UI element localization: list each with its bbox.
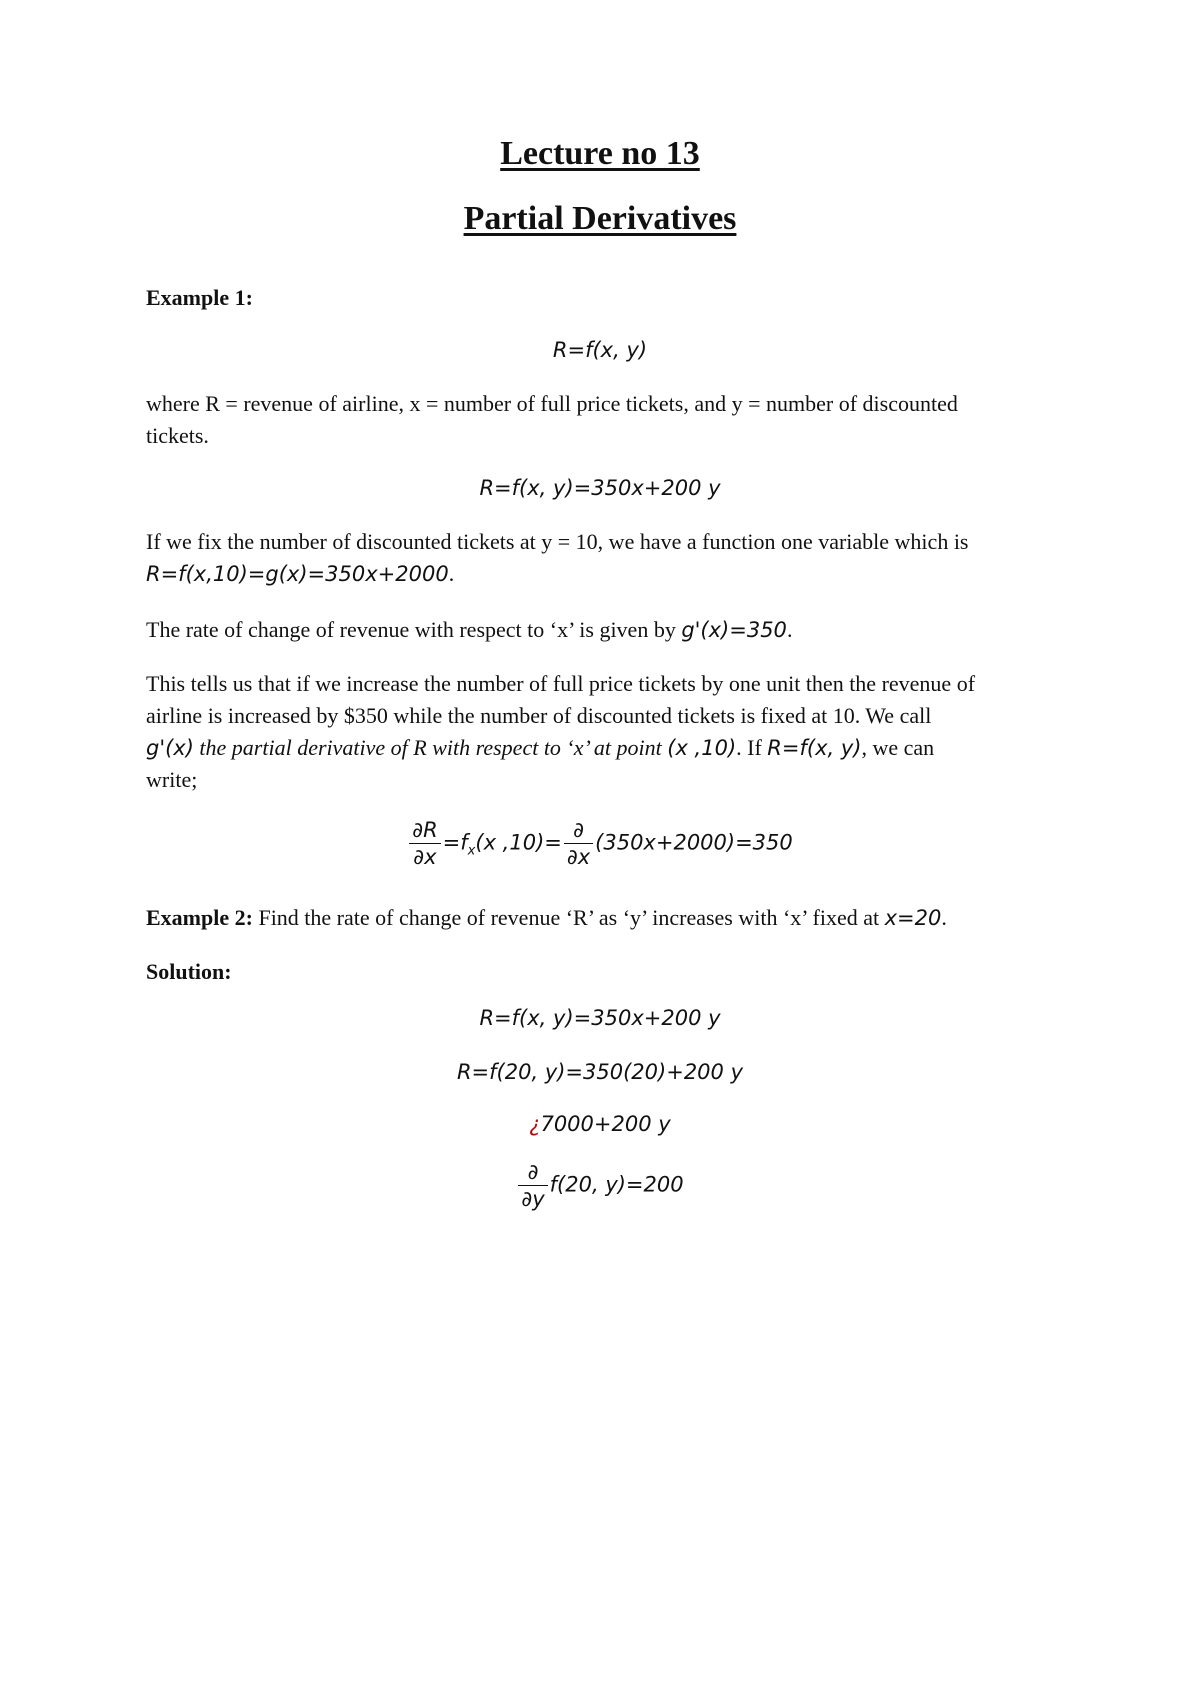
partial-rhs: (350x+2000)=350 — [595, 830, 793, 855]
fraction-numerator: ∂ — [518, 1160, 547, 1186]
tells-line-1: This tells us that if we increase the number of full price tickets by one unit then the revenue of — [146, 671, 976, 696]
example2-question: Find the rate of change of revenue ‘R’ as ‘y’ increases with ‘x’ fixed at — [252, 905, 885, 930]
example2-question-eq: x=20 — [884, 906, 942, 930]
topic-title: Partial Derivatives — [463, 200, 737, 237]
call-end: , we can — [861, 735, 935, 760]
fraction-dR-dx — [409, 818, 440, 869]
where-line-1: where R = revenue of airline, x = number of full price tickets, and y = number of discounted — [146, 391, 958, 416]
fraction-numerator: ∂ — [564, 818, 593, 844]
fraction-d-dy — [518, 1160, 547, 1211]
fix-equation: R=f(x,10)=g(x)=350x+2000 — [146, 562, 449, 586]
call-g-prime: g'(x) — [146, 736, 194, 760]
partial-args: (x ,10)= — [475, 830, 562, 855]
where-paragraph — [146, 388, 1066, 452]
partial-subscript: x — [467, 843, 476, 859]
partial-mid: =f — [442, 830, 468, 855]
equation-partial-derivative — [0, 818, 1200, 869]
fraction-denominator: ∂y — [521, 1187, 545, 1211]
fix-line-1: If we fix the number of discounted tickets at y = 10, we have a function one variable which is — [146, 529, 969, 554]
fix-paragraph — [146, 526, 1066, 590]
solution-equation-4-rhs: f(20, y)=200 — [549, 1172, 684, 1197]
rate-text: The rate of change of revenue with respect to ‘x’ is given by — [146, 617, 676, 642]
fraction-denominator: ∂x — [413, 845, 437, 869]
rate-end: . — [786, 617, 793, 642]
write-line: write; — [146, 767, 198, 792]
call-if: . If — [736, 735, 768, 760]
fix-end: . — [448, 561, 455, 586]
example1-label — [146, 282, 1066, 314]
example2-question-end: . — [941, 905, 947, 930]
example2-paragraph — [146, 902, 1066, 934]
fix-line-2 — [146, 558, 1066, 590]
example1-label-text: Example 1: — [146, 285, 253, 310]
where-line-2: tickets. — [146, 423, 209, 448]
solution-label-text: Solution: — [146, 959, 232, 984]
fraction-numerator: ∂R — [409, 818, 440, 844]
solution-equation-2: R=f(20, y)=350(20)+200 y — [456, 1060, 744, 1084]
call-italic-text: the partial derivative of R with respect to ‘x’ at point — [193, 735, 668, 760]
solution-equation-1: R=f(x, y)=350x+200 y — [479, 1006, 721, 1030]
rate-paragraph — [146, 614, 1066, 646]
solution-equation-4 — [0, 1160, 1200, 1211]
solution-equation-3-text: 7000+200 y — [540, 1112, 671, 1136]
example2-label: Example 2: — [146, 905, 253, 930]
call-point: (x ,10) — [667, 736, 737, 760]
lecture-title: Lecture no 13 — [500, 135, 700, 172]
call-equation: R=f(x, y) — [767, 736, 862, 760]
rate-equation: g'(x)=350 — [681, 618, 787, 642]
equation-revenue-function: R=f(x, y) — [552, 338, 648, 362]
tells-line-3 — [146, 732, 1066, 764]
solution-equation-3 — [0, 1112, 1200, 1136]
equation-revenue-linear: R=f(x, y)=350x+200 y — [479, 476, 721, 500]
fraction-d-dx — [564, 818, 593, 869]
solution-label — [146, 956, 1066, 988]
tells-line-2: airline is increased by $350 while the number of discounted tickets is fixed at 10. We call — [146, 703, 932, 728]
tells-paragraph — [146, 668, 1066, 796]
fraction-denominator: ∂x — [566, 845, 591, 869]
unrendered-symbol-mark: ¿ — [529, 1112, 541, 1136]
